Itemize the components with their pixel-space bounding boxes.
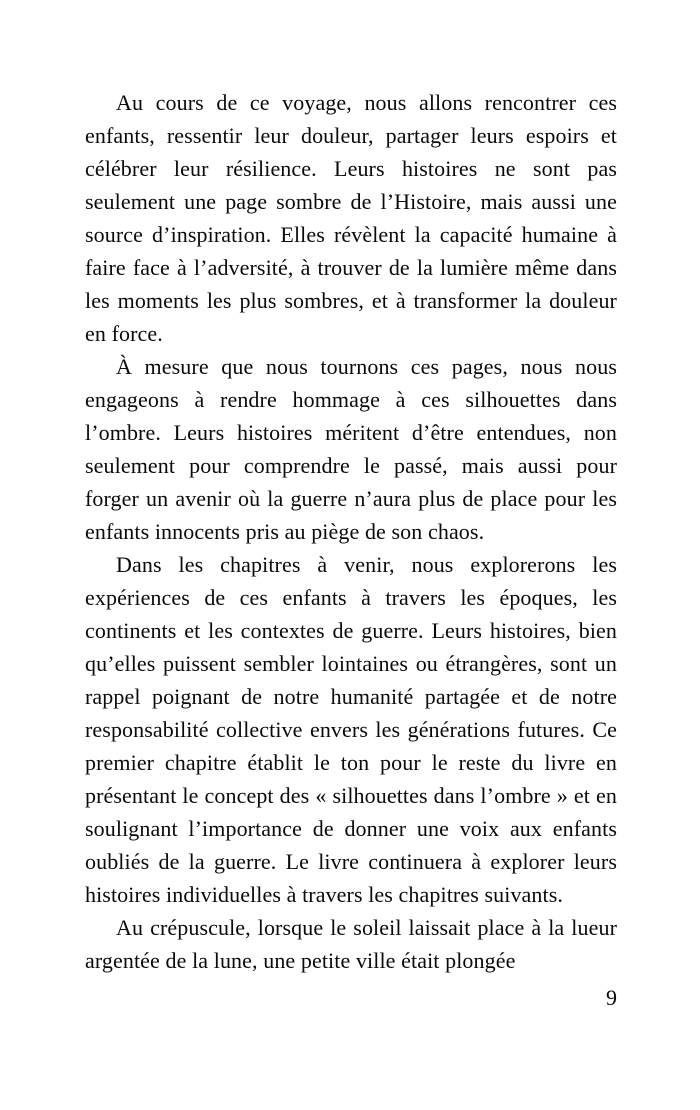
- paragraph-3: Dans les chapitres à venir, nous explorerons les expériences de ces enfants à travers les époques, les continents et les contextes de guerre. Leurs histoires, bien qu’elles puissent sembler lointaines ou étrangères, sont un rappel poignant de notre humanité partagée et de notre responsabilité collective envers les générations futures. Ce premier chapitre établit le ton pour le reste du livre en présentant le concept des « silhouettes dans l’ombre » et en soulignant l’importance de donner une voix aux enfants oubliés de la guerre. Le livre continuera à explorer leurs histoires individuelles à travers les chapitres suivants.: [85, 552, 617, 907]
- paragraph-1: Au cours de ce voyage, nous allons rencontrer ces enfants, ressentir leur douleur, partager leurs espoirs et célébrer leur résilience. Leurs histoires ne sont pas seulement une page sombre de l’Histoire, mais aussi une source d’inspiration. Elles révèlent la capacité humaine à faire face à l’adversité, à trouver de la lumière même dans les moments les plus sombres, et à transformer la douleur en force.: [85, 90, 617, 346]
- page-number: 9: [606, 985, 617, 1010]
- paragraph-4: Au crépuscule, lorsque le soleil laissait place à la lueur argentée de la lune, une petite ville était plongée: [85, 915, 617, 973]
- page-body: [85, 86, 617, 977]
- paragraph-2: À mesure que nous tournons ces pages, nous nous engageons à rendre hommage à ces silhouettes dans l’ombre. Leurs histoires méritent d’être entendues, non seulement pour comprendre le passé, mais aussi pour forger un avenir où la guerre n’aura plus de place pour les enfants innocents pris au piège de son chaos.: [85, 354, 617, 544]
